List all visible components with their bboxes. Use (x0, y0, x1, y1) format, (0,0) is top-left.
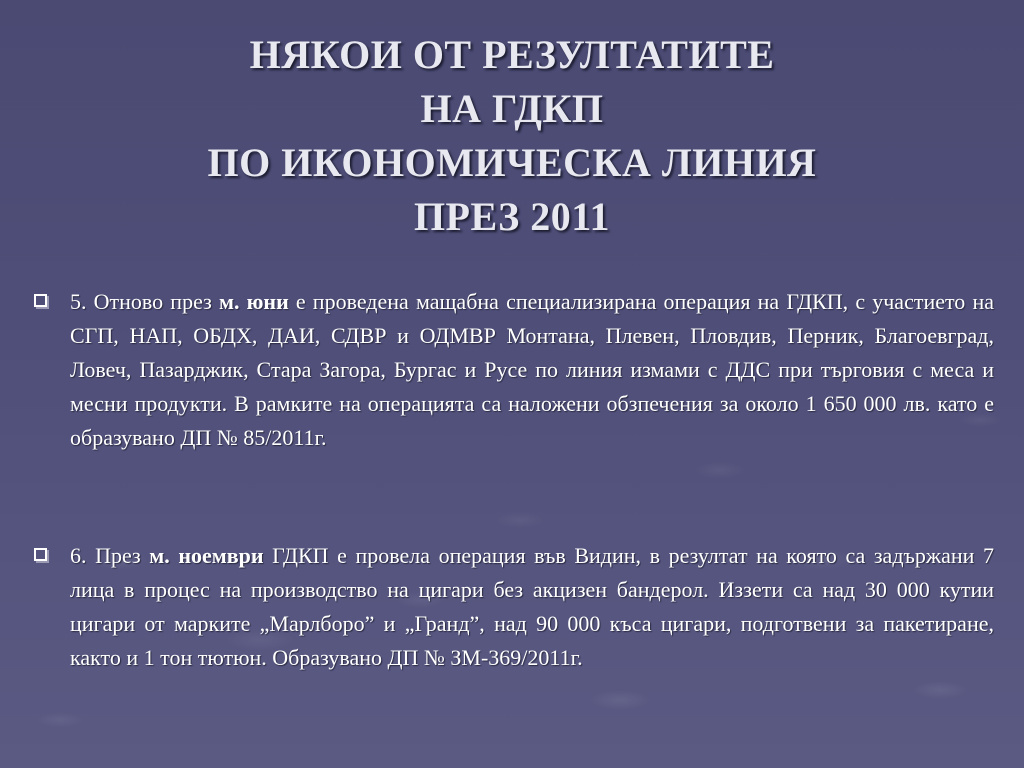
bullet-text-rest: ГДКП е провела операция във Видин, в резултат на която са задържани 7 лица в процес на производство на цигари без акцизен бандерол. Иззети са над 30 000 кутии цигари от марките „Марлборо” и „Гранд”, над 90 000 къса цигари, подготвени за пакетиране, както и 1 тон тютюн. Образувано ДП № ЗМ-369/2011г. (70, 543, 994, 670)
bullet-text-start: 5. Отново през (70, 289, 219, 314)
checkbox-bullet-icon (34, 548, 47, 561)
title-line-2: НА ГДКП (420, 86, 604, 131)
bullet-text (70, 285, 994, 455)
bullet-month: м. юни (218, 289, 289, 314)
bullet-text-start: 6. През (70, 543, 150, 568)
bullet-item (34, 539, 994, 675)
bullet-text-rest: е проведена мащабна специализирана операция на ГДКП, с участието на СГП, НАП, ОБДХ, ДАИ, СДВР и ОДМВР Монтана, Плевен, Пловдив, Перник, Благоевград, Ловеч, Пазарджик, Стара Загора, Бургас и Русе по линия измами с ДДС при търговия с меса и месни продукти. В рамките на операцията са наложени обзпечения за около 1 650 000 лв. като е образувано ДП № 85/2011г. (70, 289, 994, 450)
slide-title (60, 28, 964, 244)
title-line-1: НЯКОИ ОТ РЕЗУЛТАТИТЕ (249, 32, 775, 77)
title-line-4: ПРЕЗ 2011 (413, 194, 611, 239)
title-line-3: ПО ИКОНОМИЧЕСКА ЛИНИЯ (207, 140, 817, 185)
bullet-item (34, 285, 994, 455)
bullet-text (70, 539, 994, 675)
checkbox-bullet-icon (34, 294, 47, 307)
bullet-month: м. ноември (149, 543, 264, 568)
